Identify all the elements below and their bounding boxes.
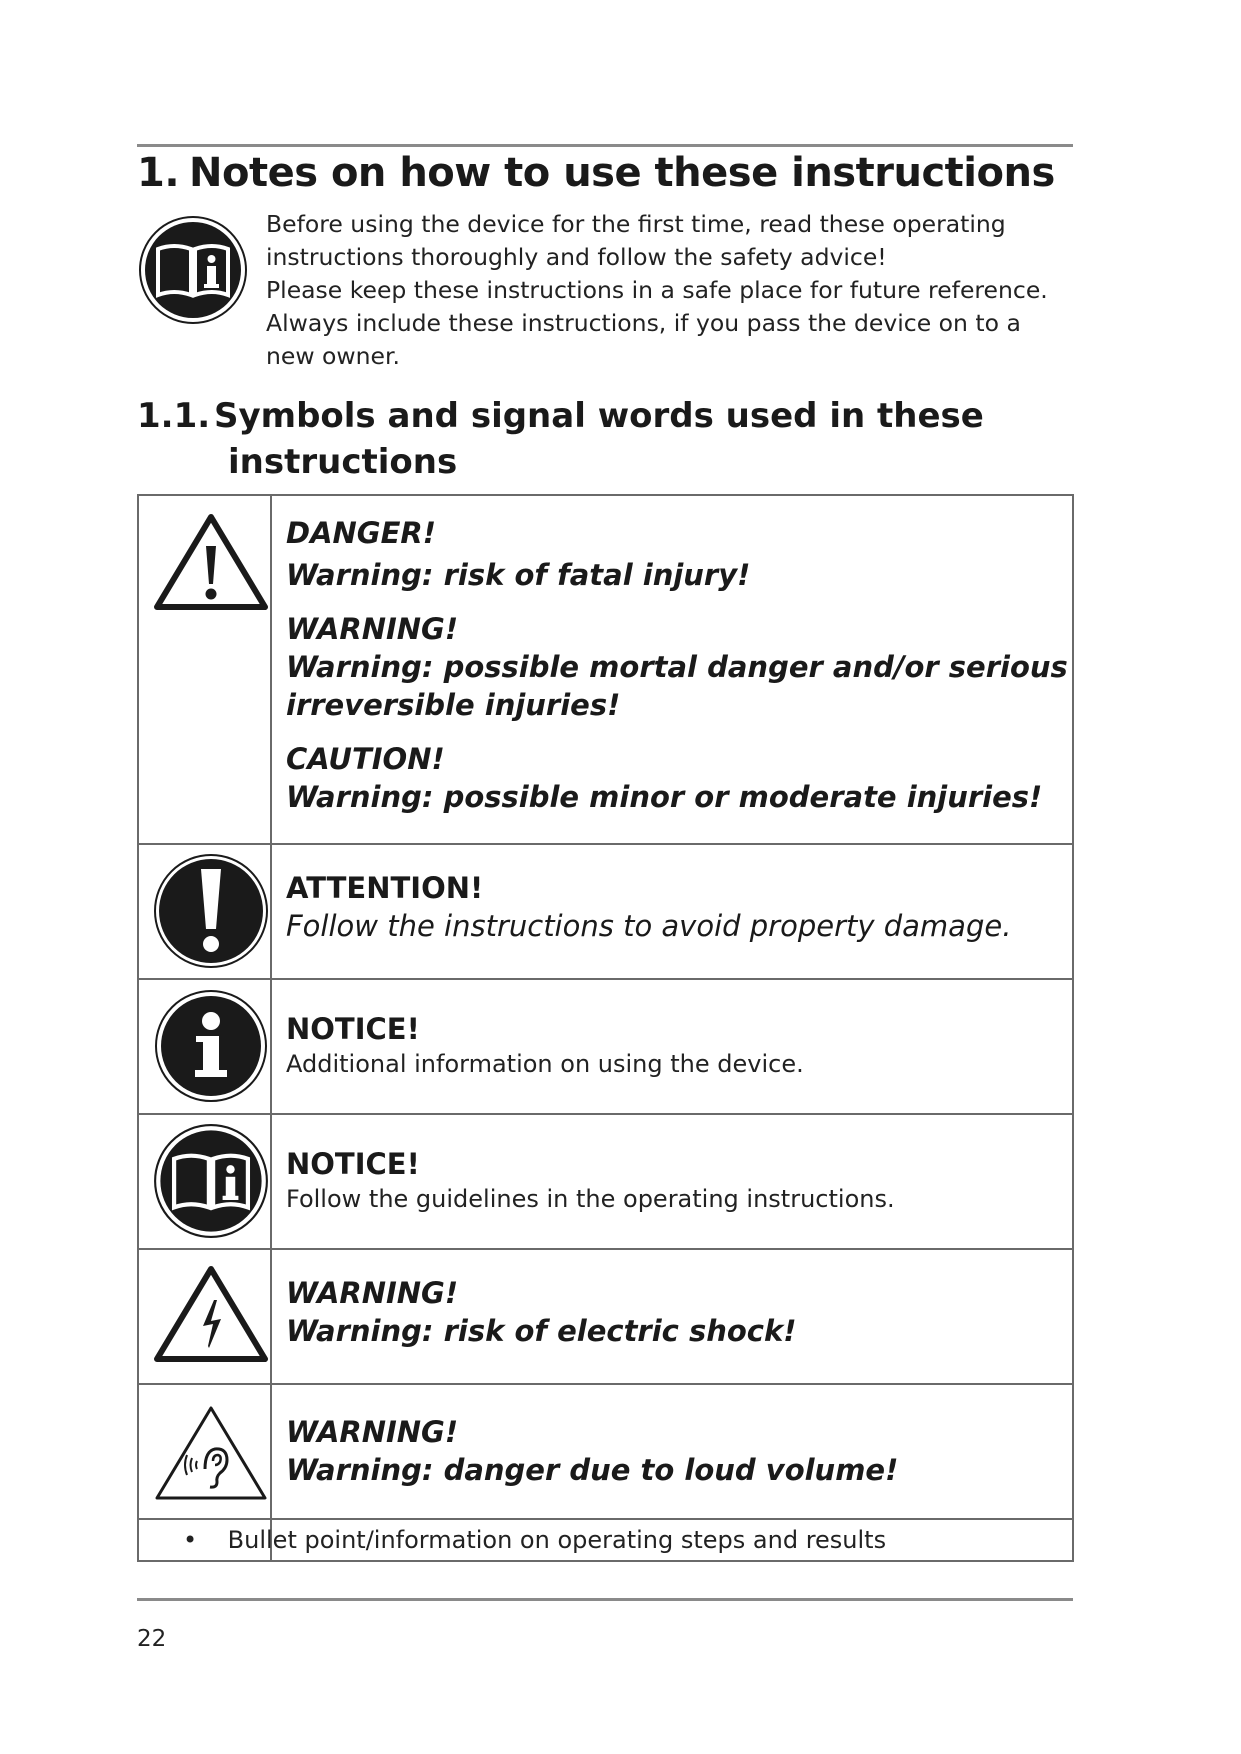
icon-cell bbox=[138, 1384, 271, 1519]
symbols-table bbox=[137, 494, 1074, 1562]
text-cell bbox=[271, 1249, 1073, 1384]
text-cell bbox=[271, 1384, 1073, 1519]
bullet-text: Bullet point/information on operating steps and results bbox=[227, 1526, 887, 1554]
text-cell bbox=[271, 979, 1073, 1114]
table-row bbox=[138, 844, 1073, 979]
bullet-item bbox=[183, 1524, 886, 1556]
danger-message: Warning: risk of fatal injury! bbox=[286, 558, 751, 592]
table-row bbox=[138, 1249, 1073, 1384]
intro-paragraph: Please keep these instructions in a safe place for future reference. Always include these instructions, if you pass the device on to a new owner. bbox=[266, 276, 1048, 370]
caution-signal: CAUTION! bbox=[286, 742, 445, 776]
loud-volume-icon bbox=[153, 1403, 269, 1503]
table-row bbox=[138, 979, 1073, 1114]
read-manual-icon bbox=[153, 1123, 269, 1239]
info-circle-icon bbox=[153, 988, 269, 1104]
electric-warning-signal: WARNING! bbox=[286, 1276, 459, 1310]
table-row bbox=[138, 1384, 1073, 1519]
volume-warning-message: Warning: danger due to loud volume! bbox=[286, 1453, 899, 1487]
icon-cell bbox=[138, 495, 271, 844]
caution-message: Warning: possible minor or moderate injuries! bbox=[286, 780, 1043, 814]
exclamation-circle-icon bbox=[153, 851, 269, 971]
intro-text bbox=[266, 208, 1076, 373]
electric-warning-message: Warning: risk of electric shock! bbox=[286, 1314, 797, 1348]
warning-message: Warning: possible mortal danger and/or serious irreversible injuries! bbox=[286, 650, 1068, 722]
icon-cell bbox=[138, 979, 271, 1114]
table-row bbox=[138, 1519, 1073, 1561]
notice-signal: NOTICE! bbox=[286, 1012, 420, 1046]
page-title: 1. Notes on how to use these instructions bbox=[137, 150, 1055, 196]
intro-paragraph: Before using the device for the first time, read these operating instructions thoroughly and follow the safety advice! bbox=[266, 210, 1006, 271]
attention-signal: ATTENTION! bbox=[286, 871, 484, 905]
notice-message: Additional information on using the device. bbox=[286, 1050, 804, 1078]
table-row bbox=[138, 1114, 1073, 1249]
text-cell bbox=[271, 1114, 1073, 1249]
icon-cell bbox=[138, 1114, 271, 1249]
electric-shock-icon bbox=[153, 1264, 269, 1364]
danger-signal: DANGER! bbox=[286, 516, 436, 550]
subsection-title: 1.1. Symbols and signal words used in these instructions bbox=[137, 396, 984, 482]
read-manual-icon bbox=[138, 215, 248, 325]
icon-cell bbox=[138, 1519, 887, 1561]
icon-cell bbox=[138, 844, 271, 979]
warning-triangle-icon bbox=[153, 512, 269, 612]
text-cell bbox=[271, 844, 1073, 979]
attention-message: Follow the instructions to avoid property damage. bbox=[286, 909, 1012, 943]
table-row bbox=[138, 495, 1073, 844]
bullet-mark: • bbox=[183, 1526, 198, 1554]
volume-warning-signal: WARNING! bbox=[286, 1415, 459, 1449]
notice-message: Follow the guidelines in the operating instructions. bbox=[286, 1185, 895, 1213]
page-number: 22 bbox=[137, 1626, 167, 1652]
notice-signal: NOTICE! bbox=[286, 1147, 420, 1181]
top-rule bbox=[137, 144, 1073, 147]
text-cell bbox=[271, 495, 1073, 844]
warning-signal: WARNING! bbox=[286, 612, 459, 646]
icon-cell bbox=[138, 1249, 271, 1384]
bottom-rule bbox=[137, 1598, 1073, 1601]
